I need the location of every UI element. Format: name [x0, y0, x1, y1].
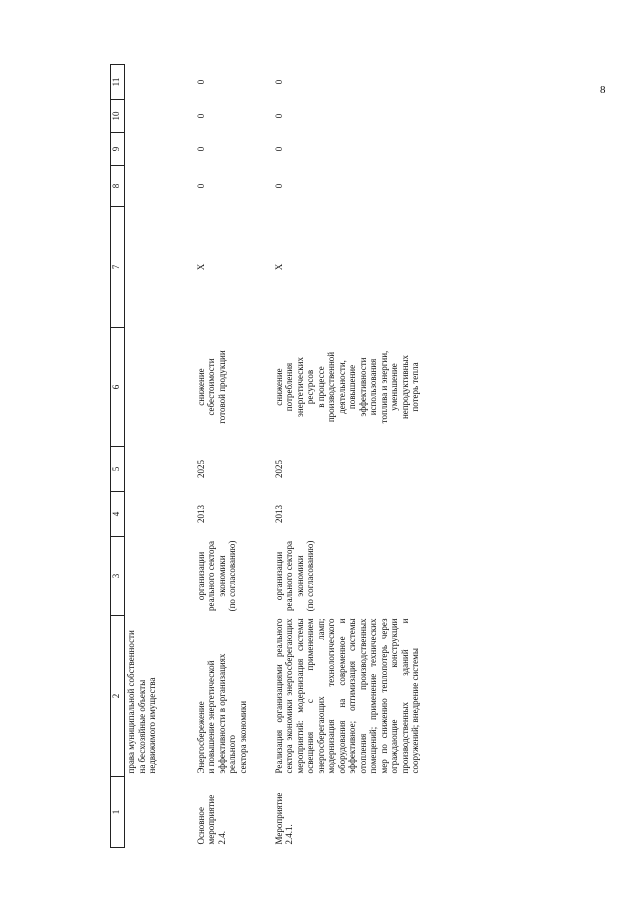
cell-value-8: [125, 166, 195, 207]
cell-value-11: 0: [273, 79, 284, 85]
cell-start-year: [125, 492, 195, 537]
cell-value-9: 0: [273, 146, 284, 152]
cell-end-year: [125, 447, 195, 492]
col-header-8: 8: [111, 166, 125, 207]
cell-start-year: 2013: [273, 505, 284, 523]
cell-executor: [125, 537, 195, 616]
cell-result: снижение себестоимости готовой продукции: [195, 350, 227, 424]
cell-description: права муниципальной собственности на бесхозяйные объекты недвижимого имущества: [126, 630, 157, 774]
table-row: [195, 65, 273, 848]
table-header-row: [111, 65, 125, 848]
col-header-11: 11: [111, 65, 125, 100]
cell-end-year: 2025: [273, 460, 284, 478]
cell-value-10: [125, 100, 195, 133]
table-row: [125, 65, 195, 848]
cell-value-9: 0: [195, 146, 206, 152]
cell-result: снижение потребления энергетических ресурсов в процессе производственной деятельности, повышение эффективности использования топлива и энергии, уменьшение непродуктивных потерь тепла: [273, 350, 420, 424]
cell-value-11: [125, 65, 195, 100]
cell-result: [125, 328, 195, 447]
cell-end-year: 2025: [195, 460, 206, 478]
cell-description: Реализация организациями реального сектора экономики энергосберегающих мероприятий: модернизация системы освещения с применением энергосберегающих ламп; модернизация технологического оборудования на современное и эффективное; оптимизация системы отопления производственных помещений; применение технических мер по снижению теплопотерь через ограждающие конструкции производственных зданий и сооружений; внедрение системы: [273, 618, 420, 774]
cell-executor: организации реального сектора экономики (по согласованию): [273, 540, 315, 612]
col-header-9: 9: [111, 133, 125, 166]
col-header-10: 10: [111, 100, 125, 133]
cell-start-year: 2013: [195, 505, 206, 523]
col-header-7: 7: [111, 207, 125, 328]
col-header-1: 1: [111, 777, 125, 848]
program-table: [110, 64, 422, 848]
col-header-5: 5: [111, 447, 125, 492]
col-header-6: 6: [111, 328, 125, 447]
cell-value-11: 0: [195, 79, 206, 85]
col-header-4: 4: [111, 492, 125, 537]
col-header-2: 2: [111, 616, 125, 777]
cell-executor: организации реального сектора экономики (по согласованию): [195, 540, 237, 612]
cell-value-10: 0: [195, 113, 206, 119]
cell-activity: Мероприятие 2.4.1.: [273, 792, 294, 845]
col-header-3: 3: [111, 537, 125, 616]
cell-indicator: Х: [273, 263, 284, 271]
page-number: 8: [600, 84, 606, 96]
cell-description: Энергосбережение и повышение энергетической эффективности в организациях реального сектора экономики: [195, 653, 248, 774]
cell-value-8: 0: [273, 183, 284, 189]
cell-value-8: 0: [195, 183, 206, 189]
cell-activity: [125, 777, 195, 848]
table-row: [273, 65, 422, 848]
cell-indicator: [125, 207, 195, 328]
cell-activity: Основное мероприятие 2.4.: [195, 794, 227, 845]
cell-indicator: Х: [195, 263, 206, 271]
cell-value-9: [125, 133, 195, 166]
rotated-table-sheet: [110, 76, 610, 848]
cell-value-10: 0: [273, 113, 284, 119]
